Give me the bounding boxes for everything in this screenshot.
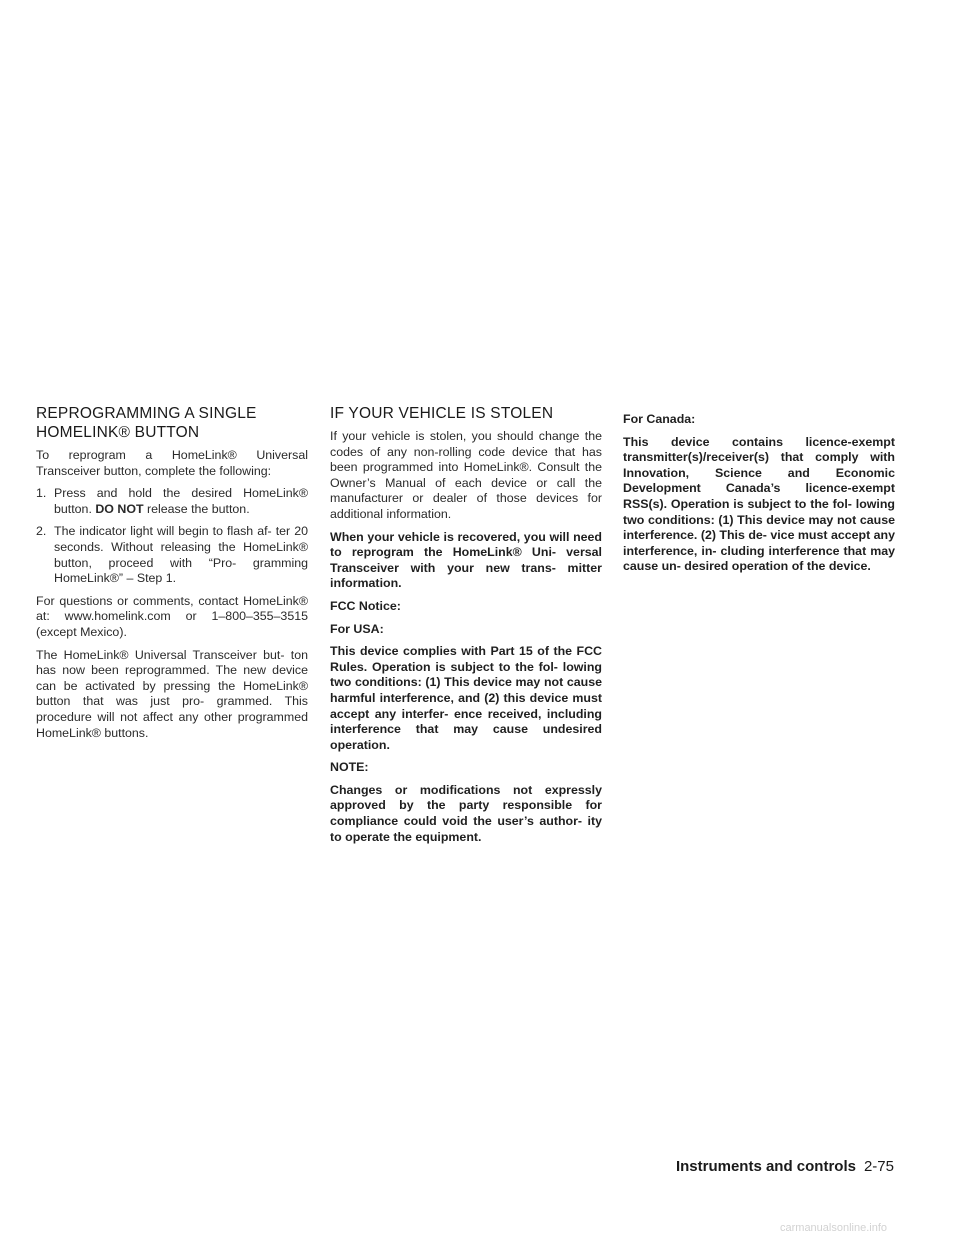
section-heading-reprogramming bbox=[36, 404, 308, 442]
result-paragraph: The HomeLink® Universal Transceiver but- ton has now been reprogrammed. The new device can be activated by pressing the HomeLink® button that was just pro- grammed. This procedure will not affect any other programmed HomeLink® buttons. bbox=[36, 647, 308, 740]
step-1-tail: release the button. bbox=[147, 501, 250, 516]
recovered-paragraph: When your vehicle is recovered, you will need to reprogram the HomeLink® Uni- versal Transceiver with your new trans- mitter information. bbox=[330, 529, 602, 591]
for-canada-label: For Canada: bbox=[623, 412, 696, 426]
heading-line-2: HOMELINK® BUTTON bbox=[36, 424, 200, 441]
step-1-text: Press and hold the desired HomeLink® button. bbox=[54, 486, 308, 516]
watermark: carmanualsonline.info bbox=[780, 1222, 888, 1234]
fcc-notice-label: FCC Notice: bbox=[330, 598, 401, 613]
note-text: Changes or modifications not expressly approved by the party responsible for compliance could void the user’s author- ity to operate the equipment. bbox=[330, 782, 602, 844]
note-label: NOTE: bbox=[330, 760, 369, 775]
step-1-emphasis: DO NOT bbox=[95, 501, 144, 516]
contact-paragraph: For questions or comments, contact HomeLink® at: www.homelink.com or 1–800–355–3515 (except Mexico). bbox=[36, 593, 308, 639]
step-1-number: 1. bbox=[36, 486, 47, 501]
reprogram-intro: To reprogram a HomeLink® Universal Transceiver button, complete the following: bbox=[36, 448, 308, 478]
step-1 bbox=[36, 486, 308, 517]
step-2 bbox=[36, 524, 308, 586]
column-canada bbox=[623, 412, 895, 582]
stolen-intro: If your vehicle is stolen, you should change the codes of any non-rolling code device that has been programmed into HomeLink®. Consult the Owner’s Manual of each device or call the manufacturer or dealer of those devices for additional information. bbox=[330, 429, 602, 521]
step-2-number: 2. bbox=[36, 524, 47, 539]
heading-line-1: REPROGRAMMING A SINGLE bbox=[36, 405, 257, 422]
for-usa-label: For USA: bbox=[330, 621, 384, 636]
column-stolen bbox=[330, 404, 602, 852]
section-heading-stolen: IF YOUR VEHICLE IS STOLEN bbox=[330, 405, 554, 422]
page-number: 2-75 bbox=[863, 1158, 894, 1175]
column-reprogramming bbox=[36, 404, 308, 748]
canada-compliance-text: This device contains licence-exempt transmitter(s)/receiver(s) that comply with Innovation, Science and Economic Development Canada’s licence-exempt RSS(s). Operation is subject to the fol- lowing two conditions: (1) This device may not cause interference. (2) This de- vice must accept any interference, in- cluding interference that may cause un- desired operation of the device. bbox=[623, 434, 896, 574]
step-2-text: The indicator light will begin to flash af- ter 20 seconds. Without releasing the HomeLink® button, proceed with “Pro- gramming HomeLink®” – Step 1. bbox=[54, 524, 308, 586]
page-footer bbox=[676, 1158, 894, 1175]
footer-section-title: Instruments and controls bbox=[675, 1158, 856, 1175]
usa-compliance-text: This device complies with Part 15 of the FCC Rules. Operation is subject to the fol- lowing two conditions: (1) This device may not cause harmful interference, and (2) this device must accept any interfer- ence received, including interference that may cause undesired operation. bbox=[330, 644, 602, 752]
